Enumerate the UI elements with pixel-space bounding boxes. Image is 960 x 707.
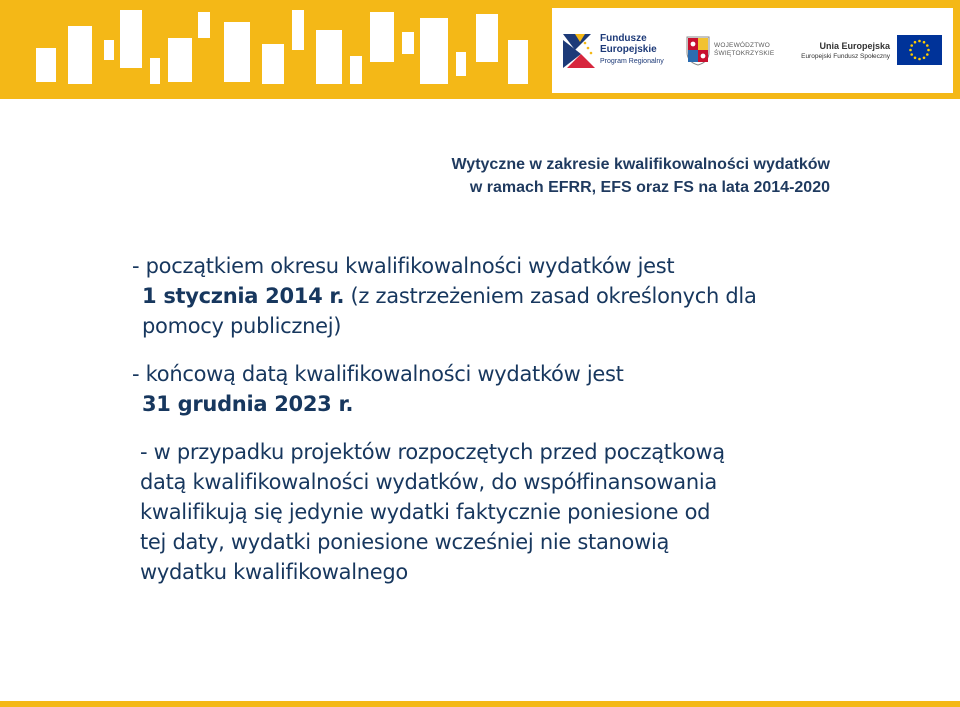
item2-prefix: - końcową datą kwalifikowalności wydatków jest [132, 362, 624, 386]
item3-line5: wydatku kwalifikowalnego [140, 560, 408, 584]
item3-line3: kwalifikują się jedynie wydatki faktycznie poniesione od [140, 500, 711, 524]
banner-pattern-block [120, 10, 142, 68]
item2-date: 31 grudnia 2023 r. [142, 392, 354, 416]
wojewodztwo-line1: WOJEWÓDZTWO [714, 42, 770, 49]
slide-subtitle [340, 153, 830, 199]
banner-pattern-block [316, 30, 342, 84]
eu-flag-icon [897, 35, 942, 65]
banner-pattern-block [168, 38, 192, 82]
banner-pattern-block [402, 32, 414, 54]
unia-europejska-logo-text [800, 40, 890, 61]
banner-pattern-block [370, 12, 394, 62]
item3-line2: datą kwalifikowalności wydatków, do współfinansowania [140, 470, 717, 494]
eligibility-end-paragraph [132, 359, 822, 419]
banner-pattern-block [262, 44, 284, 84]
item1-suffix: (z zastrzeżeniem zasad określonych dla [344, 284, 757, 308]
header-banner [0, 0, 960, 99]
logo-panel [552, 8, 953, 93]
item3-line1: - w przypadku projektów rozpoczętych przed początkową [140, 440, 725, 464]
footer-bar [0, 701, 960, 707]
banner-pattern-block [420, 18, 448, 84]
banner-pattern-block [198, 12, 210, 38]
banner-pattern-block [456, 52, 466, 76]
item1-line3: pomocy publicznej) [142, 314, 342, 338]
item1-date: 1 stycznia 2014 r. [142, 284, 345, 308]
fundusze-europejskie-logo-icon [561, 30, 597, 70]
fundusze-line2: Europejskie [600, 44, 657, 55]
banner-pattern-block [68, 26, 92, 84]
swietokrzyskie-crest-icon [686, 36, 710, 66]
banner-pattern-block [104, 40, 114, 60]
banner-pattern-block [150, 58, 160, 84]
fundusze-line1: Fundusze [600, 33, 647, 44]
projects-started-earlier-paragraph [140, 437, 840, 587]
banner-pattern-block [36, 48, 56, 82]
banner-pattern-block [508, 40, 528, 84]
unia-line2: Europejski Fundusz Społeczny [801, 53, 890, 60]
item1-prefix: - początkiem okresu kwalifikowalności wydatków jest [132, 254, 675, 278]
wojewodztwo-line2: ŚWIĘTOKRZYSKIE [714, 50, 775, 57]
banner-pattern-block [476, 14, 498, 62]
fundusze-line3: Program Regionalny [600, 58, 664, 65]
wojewodztwo-logo-text [714, 42, 774, 58]
subtitle-line1: Wytyczne w zakresie kwalifikowalności wydatków [451, 156, 830, 173]
eligibility-start-paragraph [132, 251, 822, 341]
item3-line4: tej daty, wydatki poniesione wcześniej nie stanowią [140, 530, 670, 554]
banner-pattern-block [292, 10, 304, 50]
banner-pattern-block [350, 56, 362, 84]
fundusze-europejskie-logo-text [600, 33, 664, 67]
banner-pattern-block [224, 22, 250, 82]
subtitle-line2: w ramach EFRR, EFS oraz FS na lata 2014-2020 [469, 179, 830, 196]
unia-line1: Unia Europejska [819, 41, 890, 51]
